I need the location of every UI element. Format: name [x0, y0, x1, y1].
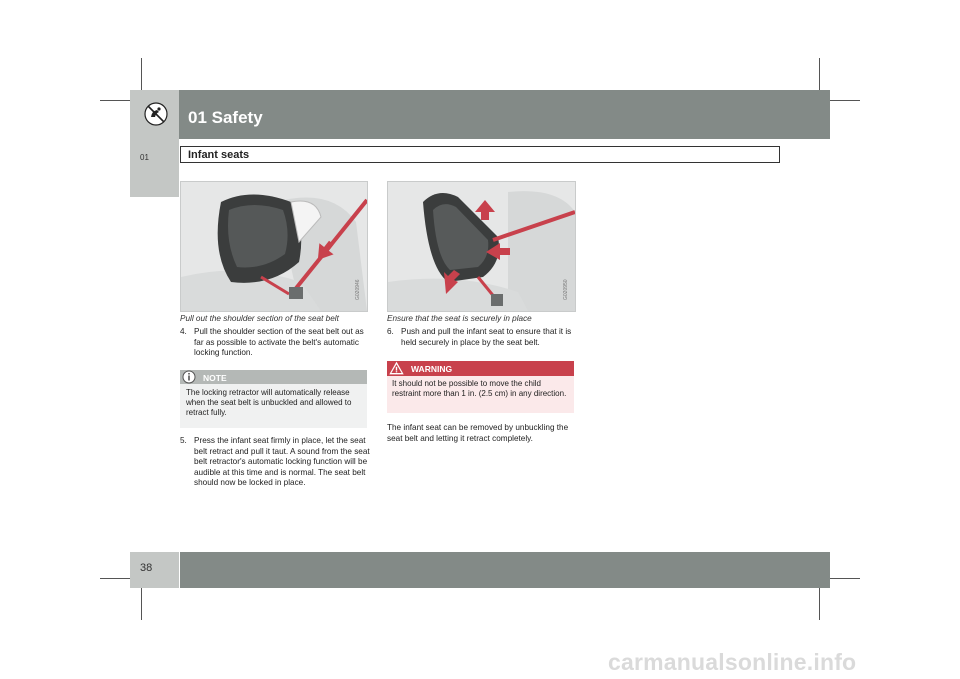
figure-code: G020946 [355, 279, 361, 300]
no-airbag-child-seat-icon [144, 102, 168, 126]
step-6 [387, 327, 577, 348]
step-4 [180, 327, 370, 359]
chapter-tab-label: 01 [140, 153, 149, 162]
page-number-box [130, 552, 179, 588]
info-icon [182, 370, 196, 384]
note-label: NOTE [203, 373, 227, 383]
section-title: Infant seats [188, 149, 250, 161]
step-text: Press the infant seat firmly in place, let the seat belt retract and pull it taut. A sound from the seat belt retractor's automatic locking function will be audible at this time and is normal. The seat belt should now be locked in place. [194, 436, 370, 487]
note-text: The locking retractor will automatically release when the seat belt is unbuckled and allowed to retract fully. [186, 388, 352, 417]
step-text: Push and pull the infant seat to ensure that it is held securely in place by the seat belt. [401, 327, 572, 347]
warning-text: It should not be possible to move the child restraint more than 1 in. (2.5 cm) in any direction. [392, 379, 567, 398]
step-number: 4. [180, 327, 187, 336]
figure-illustration [388, 182, 575, 311]
figure-seat-secured [387, 181, 576, 312]
warning-triangle-icon [389, 361, 404, 375]
removal-paragraph: The infant seat can be removed by unbuckling the seat belt and letting it retract completely. [387, 423, 569, 443]
page-number: 38 [140, 562, 153, 574]
figure-code: G020950 [563, 279, 569, 300]
section-title-box [180, 146, 780, 163]
warning-label: WARNING [411, 364, 453, 374]
step-number: 6. [387, 327, 394, 336]
footer-band [180, 552, 830, 588]
figure-caption: Ensure that the seat is securely in place [387, 314, 532, 323]
figure-pull-shoulder-belt [180, 181, 368, 312]
figure-illustration [181, 182, 367, 311]
watermark: carmanualsonline.info [608, 649, 857, 675]
chapter-title: 01 Safety [188, 108, 263, 127]
figure-caption: Pull out the shoulder section of the seat belt [180, 314, 339, 323]
chapter-side-tab [130, 139, 179, 197]
step-text: Pull the shoulder section of the seat belt out as far as possible to activate the belt's automatic locking function. [194, 327, 364, 357]
step-5 [180, 436, 370, 489]
step-number: 5. [180, 436, 187, 445]
